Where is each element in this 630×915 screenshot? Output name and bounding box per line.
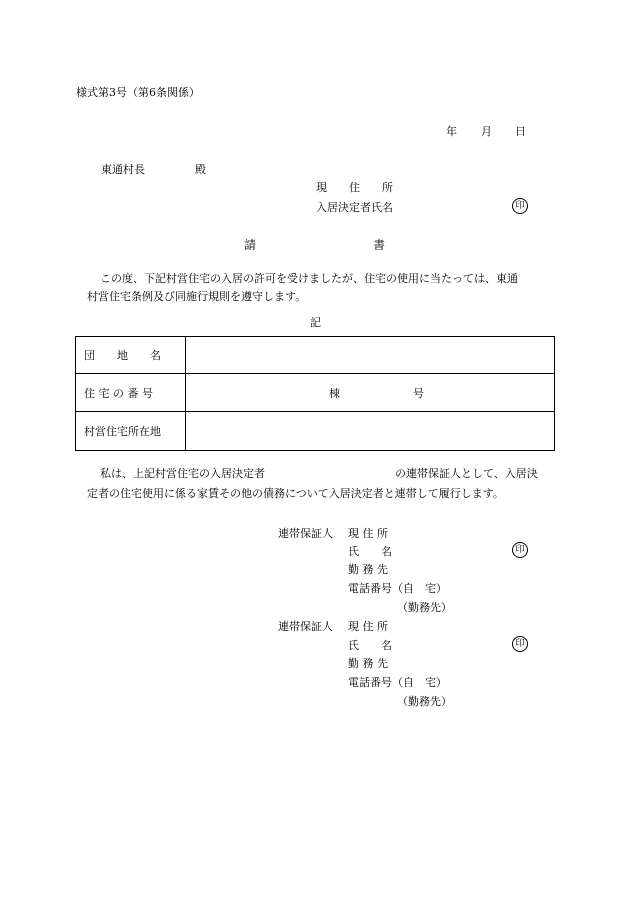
row-label-danchi: 団 地 名 — [76, 337, 186, 374]
guarantor-1-title: 連帯保証人 — [278, 527, 333, 540]
row-value-location — [186, 412, 555, 451]
table-row — [76, 337, 555, 374]
seal-icon: 印 — [512, 542, 528, 558]
guarantor-2-name: 氏 名 — [348, 639, 392, 652]
addressee-honorific: 殿 — [195, 163, 206, 176]
number-label: 号 — [413, 387, 424, 400]
table-row — [76, 374, 555, 412]
body-line-1: この度、下記村営住宅の入居の許可を受けましたが、住宅の使用に当たっては、東通 — [100, 272, 518, 285]
row-label-number: 住 宅 の 番 号 — [76, 374, 186, 412]
table-row — [76, 412, 555, 451]
guarantee-line-1a: 私は、上記村営住宅の入居決定者 — [100, 467, 265, 480]
row-value-number — [186, 374, 555, 412]
doc-title-left: 請 — [244, 238, 257, 252]
housing-table — [75, 336, 555, 451]
building-label: 棟 — [329, 387, 340, 400]
guarantor-1-address: 現 住 所 — [348, 527, 388, 540]
row-value-danchi — [186, 337, 555, 374]
row-label-location: 村営住宅所在地 — [76, 412, 186, 451]
guarantor-1-phone-home: 電話番号（自 宅） — [348, 582, 447, 595]
form-number: 様式第3号（第6条関係） — [76, 86, 200, 99]
guarantor-2-phone-home: 電話番号（自 宅） — [348, 676, 447, 689]
guarantor-2-phone-work: （勤務先） — [397, 695, 452, 708]
guarantee-line-1b: の連帯保証人として、入居決 — [395, 467, 538, 480]
body-line-2: 村営住宅条例及び同施行規則を遵守します。 — [87, 290, 307, 303]
guarantor-2-workplace: 勤 務 先 — [348, 657, 388, 670]
guarantor-2-title: 連帯保証人 — [278, 620, 333, 633]
guarantor-1-phone-work: （勤務先） — [397, 601, 452, 614]
date-year: 年 — [446, 125, 457, 138]
seal-icon: 印 — [512, 636, 528, 652]
applicant-address-label: 現 住 所 — [316, 181, 393, 194]
guarantee-line-2: 定者の住宅使用に係る家賃その他の債務について入居決定者と連帯して履行します。 — [87, 487, 504, 500]
date-month: 月 — [481, 125, 492, 138]
guarantor-2-address: 現 住 所 — [348, 620, 388, 633]
seal-icon: 印 — [512, 198, 528, 214]
applicant-name-label: 入居決定者氏名 — [316, 201, 393, 214]
date-day: 日 — [515, 125, 526, 138]
guarantor-1-workplace: 勤 務 先 — [348, 563, 388, 576]
doc-title-right: 書 — [373, 238, 386, 252]
ki-heading: 記 — [310, 316, 321, 329]
addressee-name: 東通村長 — [101, 163, 145, 176]
guarantor-1-name: 氏 名 — [348, 545, 392, 558]
